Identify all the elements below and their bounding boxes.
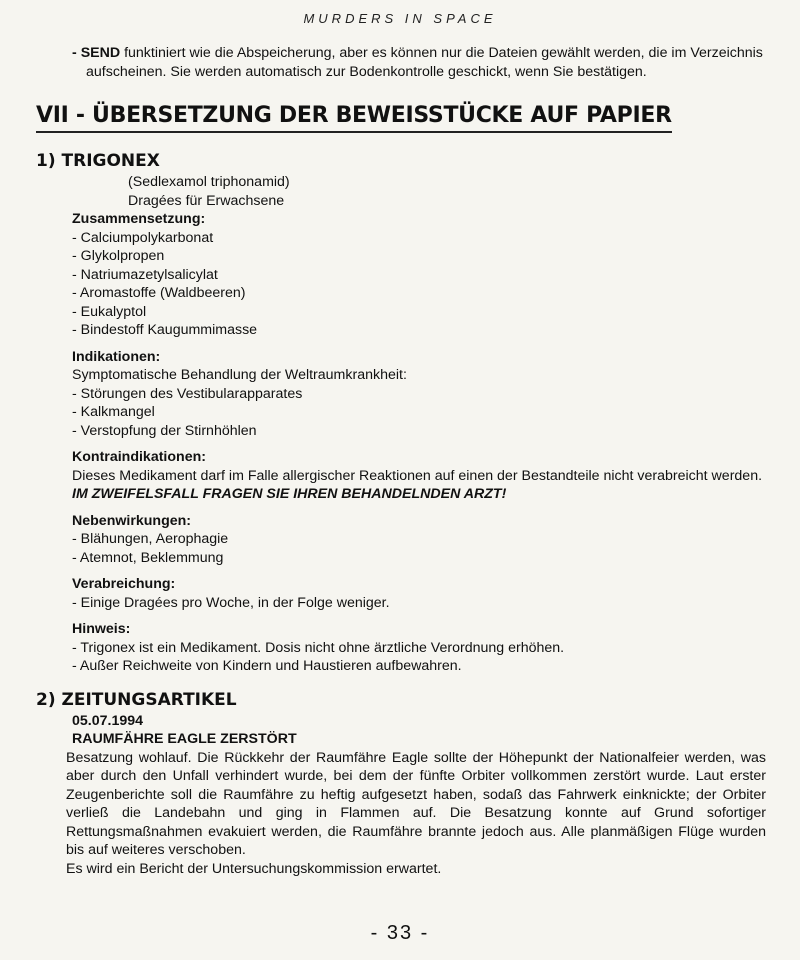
send-description: funktiniert wie die Abspeicherung, aber es können nur die Dateien gewählt werden, die im Verzeichnis aufscheinen. Sie werden automatisch zur Bodenkontrolle geschickt, wenn Sie bestätigen. — [86, 45, 763, 80]
indications-list — [72, 385, 766, 441]
list-item: - Calciumpolykarbonat — [72, 229, 214, 246]
list-item: - Atemnot, Beklemmung — [72, 549, 224, 566]
article-body: Besatzung wohlauf. Die Rückkehr der Raumfähre Eagle sollte der Höhepunkt der Nationalfeier werden, was aber durch den Unfall verhindert wurde, bei dem der fünfte Orbiter vollkommen zerstört wurde. Laut erster Zeugenberichte soll die Raumfähre zu heftig aufgesetzt haben, sodaß das Fahrwerk einknickte; der Orbiter verließ die Landebahn und ging in Flammen auf. Die Besatzung konnte auf Grund sofortiger Rettungsmaßnahmen evakuiert werden, die Raumfähre brannte jedoch aus. Alle planmäßigen Flüge wurden bis auf weiteres verschoben. — [66, 749, 766, 858]
contraindications-heading: Kontraindikationen: — [72, 449, 206, 465]
product-type: Dragées für Erwachsene — [128, 192, 285, 209]
article-closing: Es wird ein Bericht der Untersuchungskommission erwartet. — [66, 860, 442, 877]
page-content — [36, 44, 766, 878]
running-head: MURDERS IN SPACE — [303, 11, 497, 26]
page-number: - 33 - — [370, 922, 430, 944]
list-item: - Trigonex ist ein Medikament. Dosis nicht ohne ärztliche Verordnung erhöhen. — [72, 639, 565, 656]
list-item: - Kalkmangel — [72, 404, 155, 420]
list-item: - Natriumazetylsalicylat — [72, 266, 218, 283]
indications-intro: Symptomatische Behandlung der Weltraumkrankheit: — [72, 367, 407, 383]
list-item: - Außer Reichweite von Kindern und Haustieren aufbewahren. — [72, 658, 462, 674]
list-item: - Verstopfung der Stirnhöhlen — [72, 422, 257, 439]
administration-list — [72, 594, 766, 613]
contraindications-text — [72, 467, 766, 504]
composition-heading: Zusammensetzung: — [72, 211, 206, 227]
section-title-trigonex: 1) TRIGONEX — [36, 151, 160, 171]
contraindications-body: Dieses Medikament darf im Falle allergischer Reaktionen auf einen der Bestandteile nicht verabreicht werden. — [72, 467, 763, 484]
doctor-warning: IM ZWEIFELSFALL FRAGEN SIE IHREN BEHANDELNDEN ARZT! — [72, 486, 507, 502]
article-date: 05.07.1994 — [72, 712, 144, 729]
note-list — [72, 639, 766, 676]
send-term: SEND — [80, 45, 121, 61]
administration-heading: Verabreichung: — [72, 576, 176, 592]
list-item: - Eukalyptol — [72, 303, 147, 320]
bullet-dash: - — [72, 45, 77, 61]
product-subtitle: (Sedlexamol triphonamid) — [128, 174, 290, 190]
side-effects-list — [72, 530, 766, 567]
chapter-title: VII - ÜBERSETZUNG DER BEWEISSTÜCKE AUF PAPIER — [36, 103, 672, 133]
list-item: - Bindestoff Kaugummimasse — [72, 322, 258, 338]
section-title-newspaper: 2) ZEITUNGSARTIKEL — [36, 689, 237, 710]
list-item: - Einige Dragées pro Woche, in der Folge weniger. — [72, 594, 390, 611]
list-item: - Störungen des Vestibularapparates — [72, 385, 303, 402]
article-headline: RAUMFÄHRE EAGLE ZERSTÖRT — [72, 731, 297, 747]
list-item: - Aromastoffe (Waldbeeren) — [72, 285, 246, 301]
side-effects-heading: Nebenwirkungen: — [72, 512, 192, 529]
note-heading: Hinweis: — [72, 621, 131, 637]
composition-list — [72, 229, 766, 340]
indications-heading: Indikationen: — [72, 348, 161, 365]
send-instruction — [66, 44, 766, 81]
list-item: - Blähungen, Aerophagie — [72, 531, 229, 547]
list-item: - Glykolpropen — [72, 248, 165, 264]
